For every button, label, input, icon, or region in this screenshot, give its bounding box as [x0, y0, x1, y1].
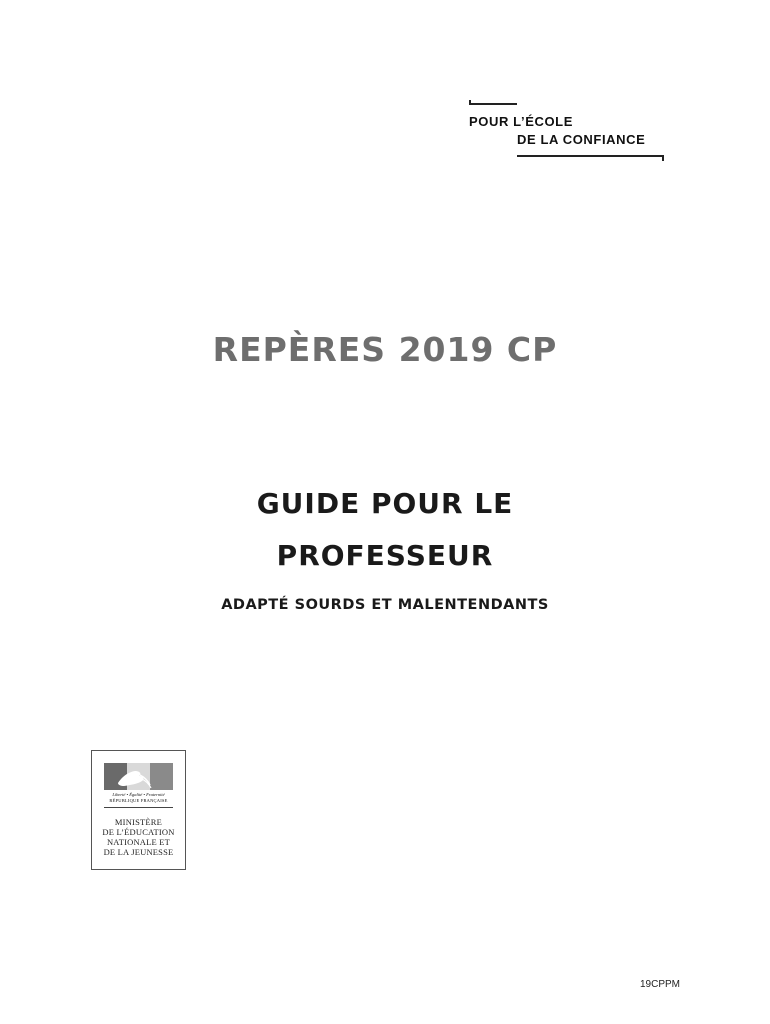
ministry-republic: RÉPUBLIQUE FRANÇAISE	[109, 798, 168, 803]
slogan-logo	[469, 100, 665, 162]
slogan-bracket-tick-bottom	[662, 155, 664, 161]
document-code: 19CPPM	[639, 979, 680, 990]
ministry-name	[92, 817, 185, 857]
marianne-flag-icon	[104, 763, 173, 790]
ministry-motto: Liberté • Égalité • Fraternité	[112, 792, 165, 797]
slogan-bracket-bottom	[517, 155, 664, 157]
guide-heading-line-1: GUIDE POUR LE	[256, 487, 514, 520]
ministry-logo	[91, 750, 186, 870]
document-subtitle: ADAPTÉ SOURDS ET MALENTENDANTS	[221, 597, 549, 613]
ministry-name-line: DE LA JEUNESSE	[103, 847, 174, 857]
slogan-bracket-top	[469, 103, 517, 105]
document-title: REPÈRES 2019 CP	[212, 330, 558, 369]
ministry-name-line: DE L’ÉDUCATION	[102, 827, 175, 837]
ministry-name-line: NATIONALE ET	[106, 837, 171, 847]
guide-heading-line-2: PROFESSEUR	[276, 539, 494, 572]
ministry-name-line: MINISTÈRE	[114, 817, 163, 827]
guide-heading	[0, 478, 770, 582]
ministry-divider	[104, 807, 173, 808]
slogan-line-1: POUR L’ÉCOLE	[469, 114, 573, 129]
slogan-line-2: DE LA CONFIANCE	[517, 132, 646, 147]
